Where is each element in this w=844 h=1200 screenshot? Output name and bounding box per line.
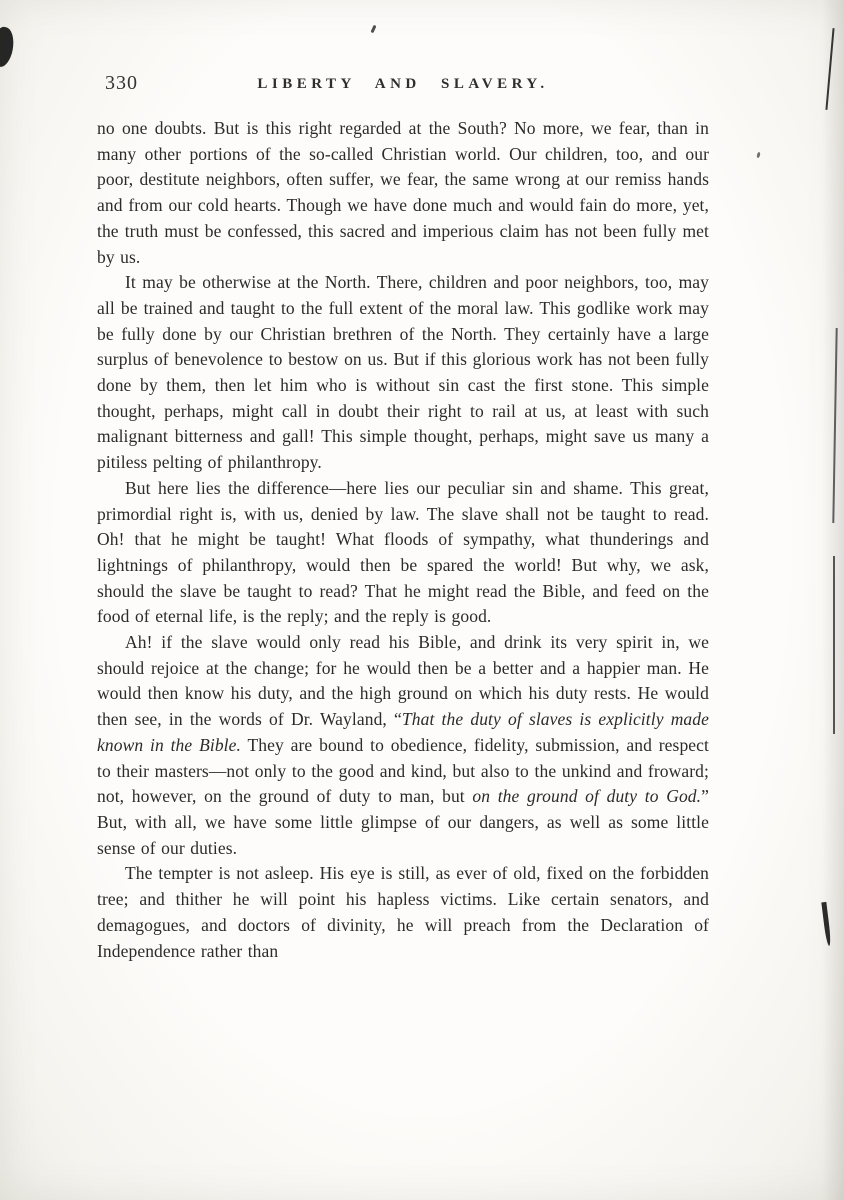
body-text-column (97, 116, 709, 964)
scan-artifact-line-icon (833, 556, 835, 734)
paragraph: It may be otherwise at the North. There, children and poor neighbors, too, may all be trained and taught to the full extent of the moral law. This godlike work may be fully done by our Christian brethren of the North. They certainly have a large surplus of benevolence to bestow on us. But if this glorious work has not been fully done by them, then let him who is without sin cast the first stone. This simple thought, perhaps, might call in doubt their right to rail at us, at least with such malignant bitterness and gall! This simple thought, perhaps, might save us many a pitiless pelting of philanthropy. (97, 272, 709, 473)
paragraph: But here lies the difference—here lies our peculiar sin and shame. This great, primordial right is, with us, denied by law. The slave shall not be taught to read. Oh! that he might be taught! What floods of sympathy, what thunderings and lightnings of philanthropy, would then be spared the world! But why, we ask, should the slave be taught to read? That he might read the Bible, and feed on the food of eternal life, is the reply; and the reply is good. (97, 477, 709, 627)
ink-tick-top-center-icon (371, 25, 377, 34)
paragraph-text: Ah! if the slave would only read his Bible, and drink its very spirit in, we should rejoice at the change; for he would then be a better and a happier man. He would then know his duty, and the high ground on which his duty rests. He would then see, in the words of Dr. Wayland, “ (97, 632, 709, 730)
page-edge-shadow (822, 0, 844, 1200)
paragraph (97, 630, 709, 861)
wayland-quote-italic: on the ground of duty to God. (472, 786, 702, 807)
wayland-quote-italic: That the duty of slaves is explicitly made known in the Bible. (97, 709, 710, 755)
scan-artifact-line-icon (825, 28, 834, 110)
running-head-title: LIBERTY AND SLAVERY. (257, 76, 549, 92)
paragraph: The tempter is not asleep. His eye is still, as ever of old, fixed on the forbidden tree; and thither he will point his hapless victims. Like certain senators, and demagogues, and doctors of divinity, he will preach from the Declaration of Independence rather than (97, 863, 709, 961)
ink-speck-icon (756, 152, 760, 159)
scan-artifact-line-icon (832, 328, 837, 523)
paragraph: no one doubts. But is this right regarded at the South? No more, we fear, than in many other portions of the so-called Christian world. Our children, too, and our poor, destitute neighbors, often suffer, we fear, the same wrong at our remiss hands and from our cold hearts. Though we have done much and would fain do more, yet, the truth must be confessed, this sacred and imperious claim has not been fully met by us. (97, 118, 709, 267)
page-header (97, 72, 709, 100)
paragraph-text: They are bound to obedience, fidelity, submission, and respect to their masters—not only to the good and kind, but also to the unkind and froward; not, however, on the ground of duty to man, but (97, 734, 710, 807)
page-number: 330 (105, 72, 138, 94)
ink-mark-right-margin-icon (821, 902, 831, 946)
ink-blot-top-left-icon (0, 26, 16, 69)
paragraph-text: ” But, with all, we have some little glimpse of our dangers, as well as some little sense of our duties. (97, 786, 709, 858)
